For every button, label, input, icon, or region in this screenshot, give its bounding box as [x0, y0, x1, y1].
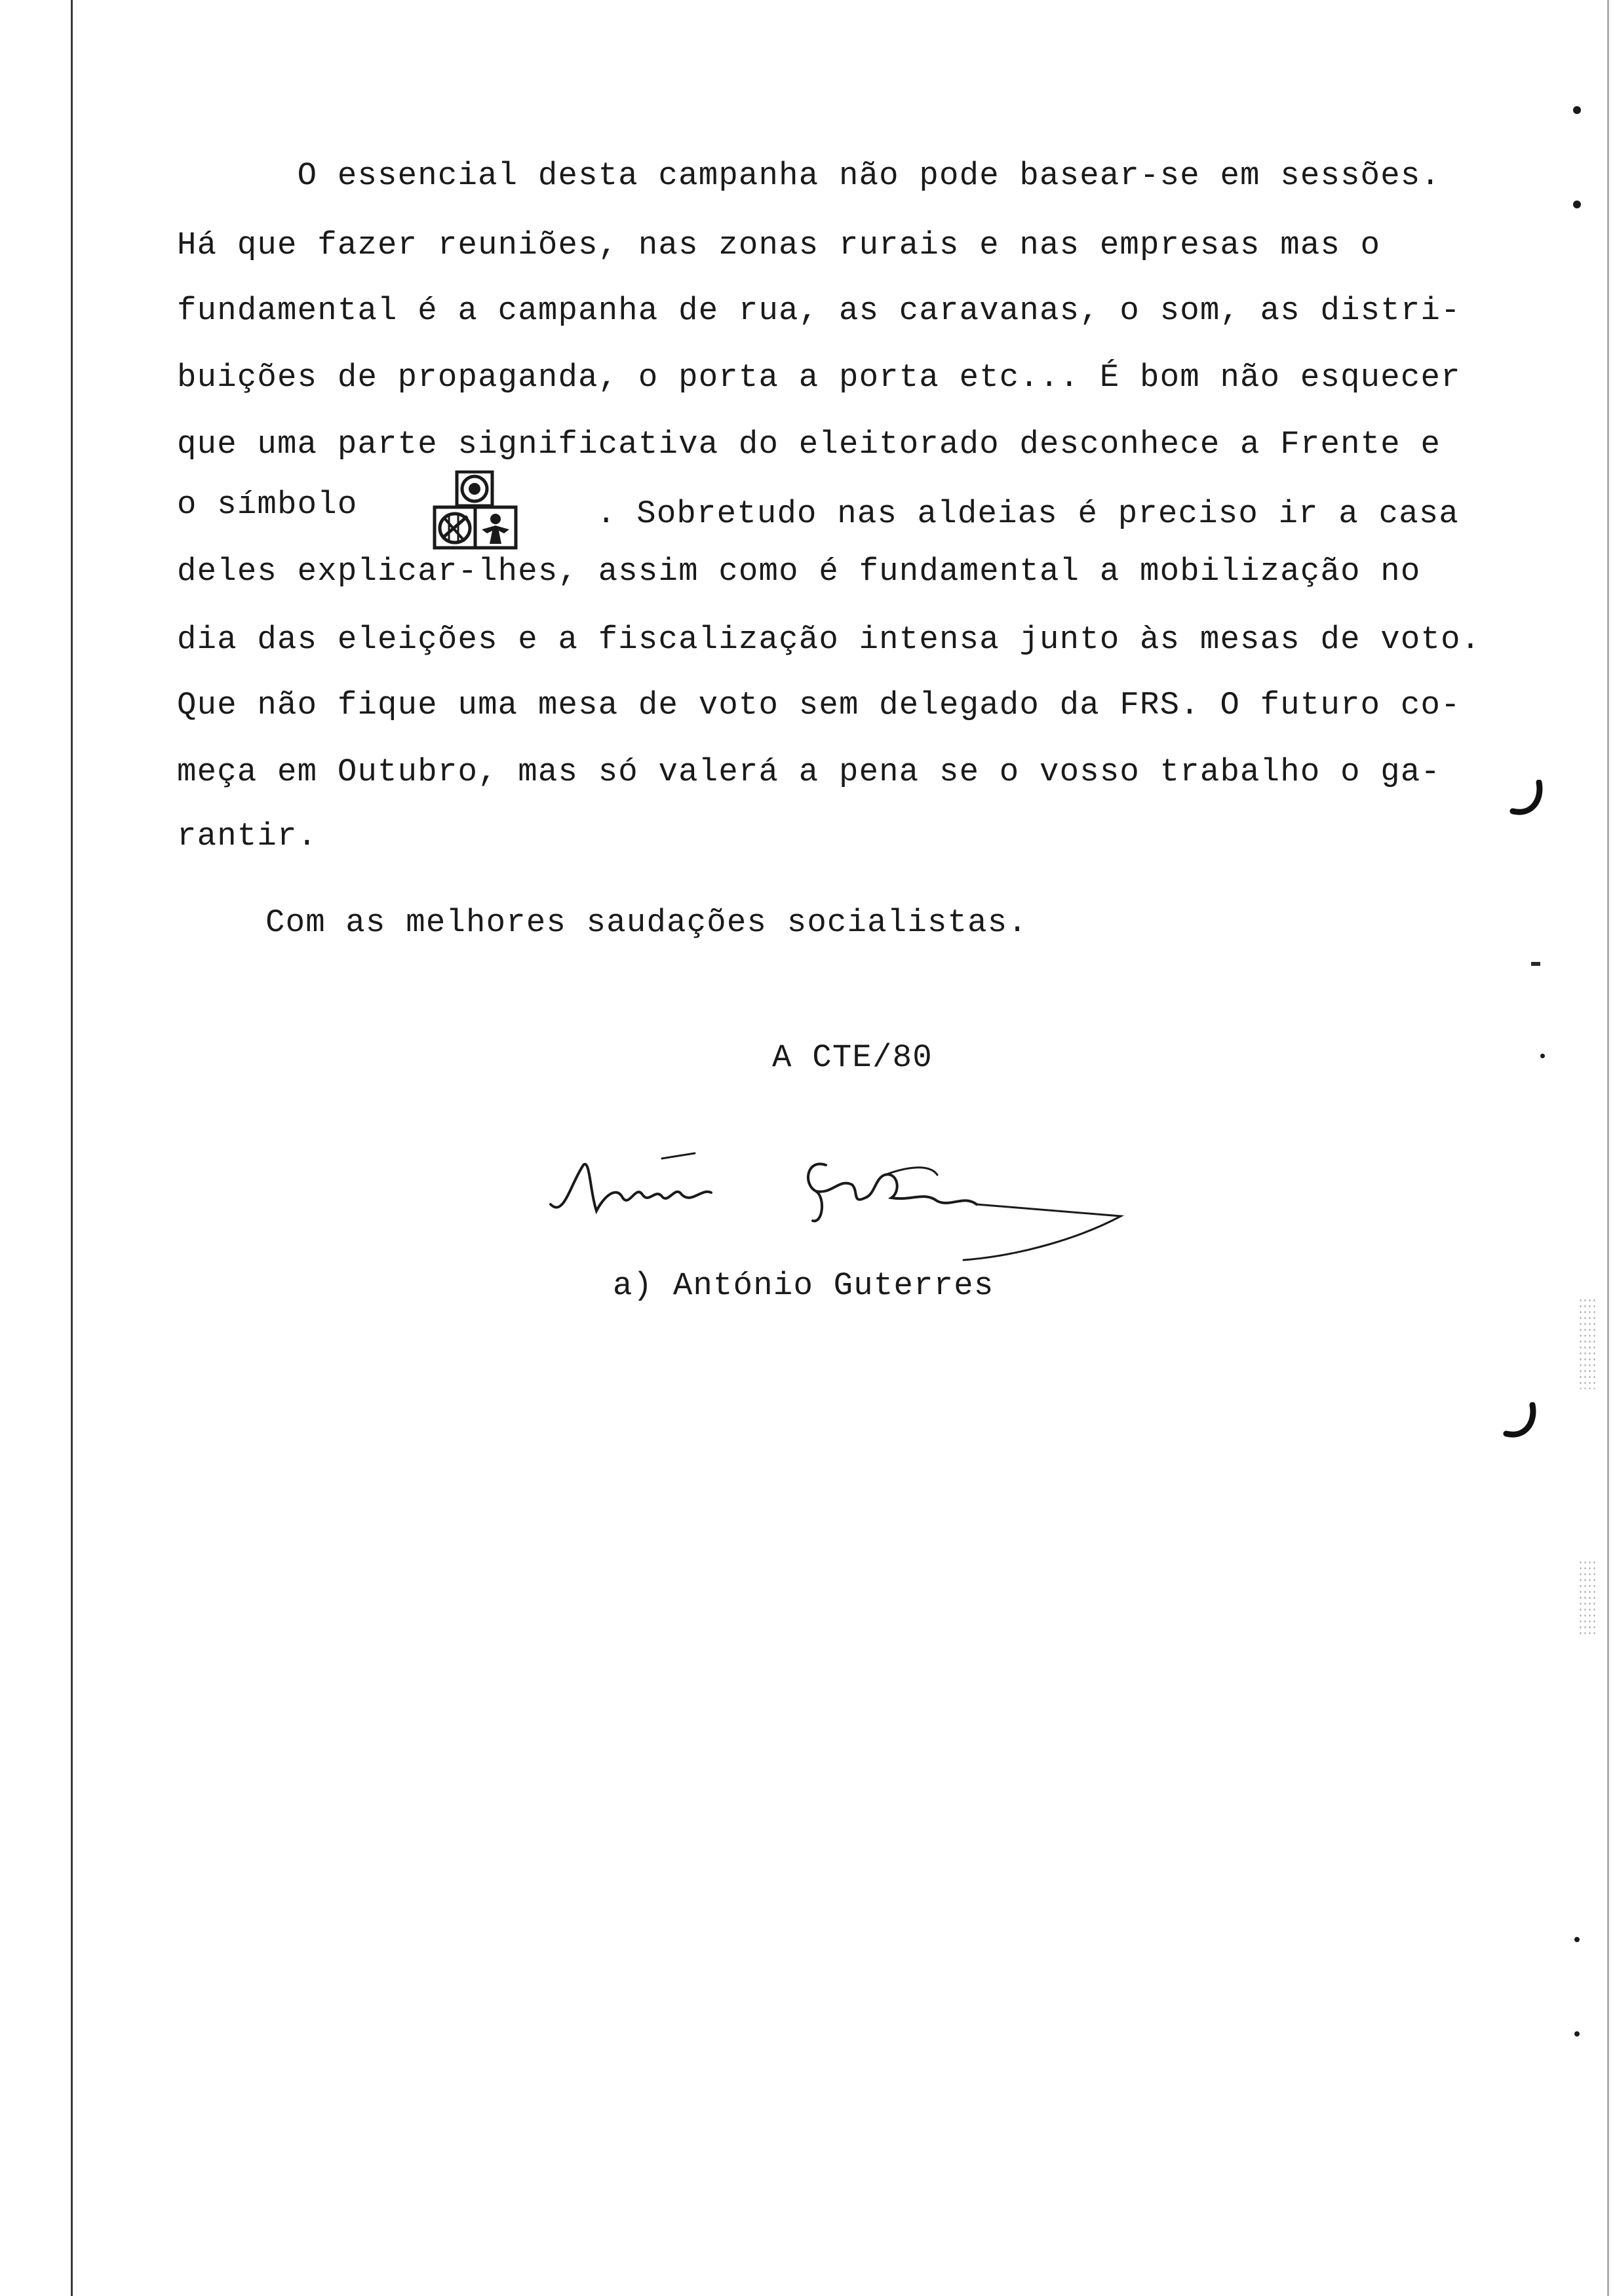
- paragraph-line-10: meça em Outubro, mas só valerá a pena se o vosso trabalho o ga-: [177, 754, 1441, 790]
- paragraph-line-1: O essencial desta campanha não pode basear-se em sessões.: [177, 157, 1441, 194]
- page-left-edge: [71, 0, 73, 2296]
- page-right-edge: [1607, 0, 1609, 2296]
- sender-line: A CTE/80: [772, 1039, 933, 1076]
- paragraph-line-5: que uma parte significativa do eleitorado desconhece a Frente e: [177, 426, 1441, 463]
- margin-speckle: [1578, 1297, 1598, 1389]
- paragraph-line-6a: o símbolo: [177, 486, 358, 523]
- paragraph-line-3: fundamental é a campanha de rua, as caravanas, o som, as distri-: [177, 292, 1461, 329]
- paragraph-line-11: rantir.: [177, 818, 318, 854]
- margin-dot: [1574, 1937, 1580, 1942]
- margin-dot: [1573, 201, 1581, 208]
- paragraph-line-8: dia das eleições e a fiscalização intensa junto às mesas de voto.: [177, 621, 1481, 658]
- paragraph-line-6b: . Sobretudo nas aldeias é preciso ir a casa: [596, 495, 1460, 532]
- paragraph-line-2: Há que fazer reuniões, nas zonas rurais e nas empresas mas o: [177, 227, 1381, 263]
- margin-dash: [1531, 962, 1540, 966]
- paragraph-line-7: deles explicar-lhes, assim como é fundamental a mobilização no: [177, 553, 1421, 590]
- margin-hole-mark-icon: [1506, 780, 1546, 819]
- margin-hole-mark-icon: [1500, 1402, 1539, 1442]
- signatory-line: a) António Guterres: [613, 1267, 994, 1304]
- frs-party-symbol-icon: [429, 470, 521, 550]
- paragraph-line-4: buições de propaganda, o porta a porta etc... É bom não esquecer: [177, 359, 1461, 396]
- paragraph-line-9: Que não fique uma mesa de voto sem delegado da FRS. O futuro co-: [177, 687, 1461, 723]
- margin-dot: [1540, 1054, 1545, 1058]
- margin-dot: [1573, 106, 1581, 114]
- closing-line: Com as melhores saudações socialistas.: [265, 904, 1028, 941]
- margin-dot: [1574, 2031, 1580, 2037]
- margin-speckle: [1578, 1559, 1598, 1638]
